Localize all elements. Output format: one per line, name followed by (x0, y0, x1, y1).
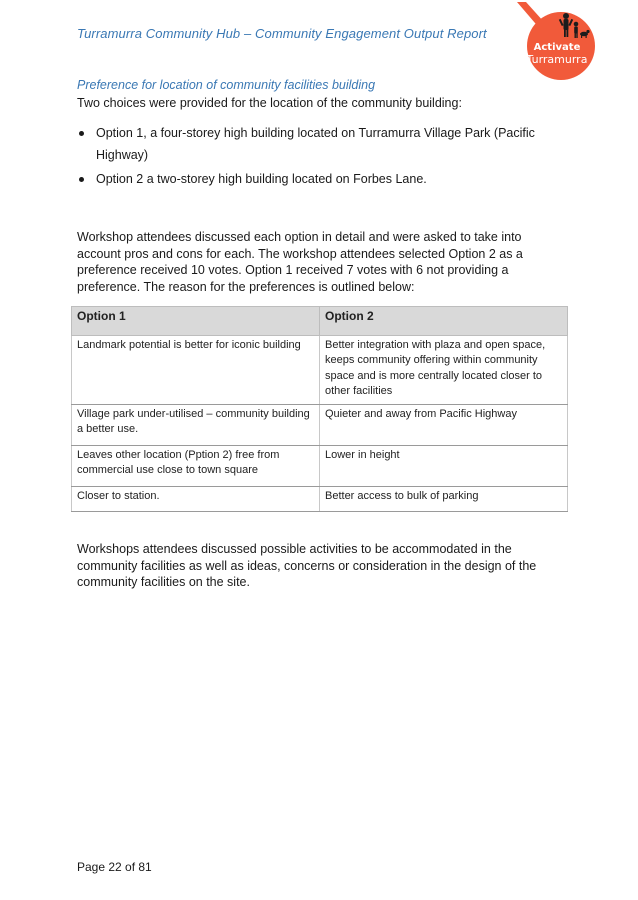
table-cell: Quieter and away from Pacific Highway (320, 404, 568, 445)
list-item-text: Option 2 a two-storey high building located on Forbes Lane. (96, 172, 427, 186)
closing-paragraph: Workshops attendees discussed possible activities to be accommodated in the community facilities as well as ideas, concerns or consideration in the design of the community facilities on the site. (77, 542, 537, 589)
list-item-text: Option 1, a four-storey high building located on Turramurra Village Park (Pacific Highway) (96, 126, 535, 162)
table-cell: Better access to bulk of parking (320, 486, 568, 511)
table-row (72, 445, 568, 486)
table-cell: Closer to station. (72, 486, 320, 511)
table-row (72, 486, 568, 511)
table-row (72, 335, 568, 404)
bullet-icon (79, 177, 84, 182)
bullet-list (77, 122, 557, 192)
table-cell: Leaves other location (Pption 2) free from commercial use close to town square (72, 445, 320, 486)
page-number: Page 22 of 81 (77, 860, 152, 874)
list-item (77, 122, 557, 166)
section-heading: Preference for location of community facilities building (77, 78, 376, 92)
bullet-icon (79, 131, 84, 136)
intro-paragraph: Two choices were provided for the location of the community building: (77, 96, 462, 110)
list-item (77, 168, 557, 190)
table-row (72, 404, 568, 445)
preference-table (71, 306, 568, 512)
logo-text-activate: Activate (533, 42, 581, 53)
activate-turramurra-logo (517, 2, 597, 86)
column-header-option-1: Option 1 (72, 307, 320, 336)
workshop-paragraph: Workshop attendees discussed each option in detail and were asked to take into account pros and cons for each. The workshop attendees selected Option 2 as a preference received 10 votes. Option 1 received 7 votes with 6 not providing a preference. The reason for the preferences is outlined below: (77, 230, 523, 294)
column-header-option-2: Option 2 (320, 307, 568, 336)
table-cell: Lower in height (320, 445, 568, 486)
table-cell: Landmark potential is better for iconic building (72, 335, 320, 404)
report-header-title: Turramurra Community Hub – Community Engagement Output Report (77, 26, 487, 41)
table-cell: Village park under-utilised – community building a better use. (72, 404, 320, 445)
logo-text-turramurra: Turramurra (526, 53, 588, 66)
table-cell: Better integration with plaza and open space, keeps community offering within community space and is more centrally located closer to other facilities (320, 335, 568, 404)
table-header-row (72, 307, 568, 336)
